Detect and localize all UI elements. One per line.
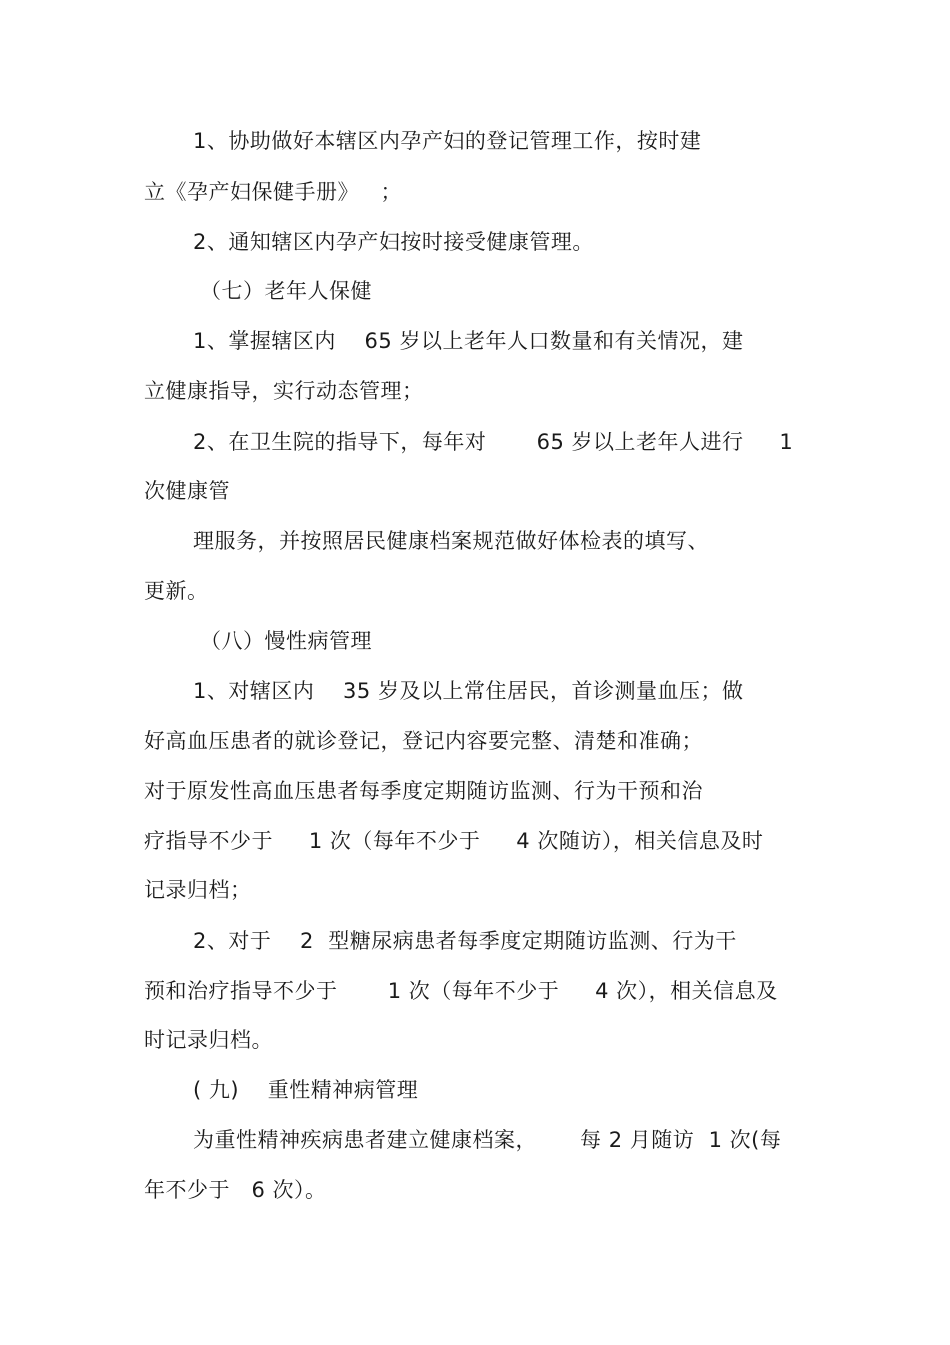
paragraph-line: 2、在卫生院的指导下，每年对 65 岁以上老年人进行 1 xyxy=(193,430,794,454)
paragraph-line: 疗指导不少于 1 次（每年不少于 4 次随访），相关信息及时 xyxy=(144,829,764,853)
paragraph-line: 次健康管 xyxy=(144,479,230,503)
paragraph-line: 2、通知辖区内孕产妇按时接受健康管理。 xyxy=(193,230,594,254)
paragraph-line: 为重性精神疾病患者建立健康档案， 每 2 月随访 1 次(每 xyxy=(193,1128,782,1152)
section-heading: （七）老年人保健 xyxy=(200,279,372,303)
section-heading: ( 九) 重性精神病管理 xyxy=(193,1078,419,1102)
paragraph-line: 好高血压患者的就诊登记，登记内容要完整、清楚和准确； xyxy=(144,729,703,753)
paragraph-line: 记录归档； xyxy=(144,878,252,902)
paragraph-line: 理服务，并按照居民健康档案规范做好体检表的填写、 xyxy=(193,529,709,553)
paragraph-line: 年不少于 6 次）。 xyxy=(144,1178,327,1202)
paragraph-line: 1、协助做好本辖区内孕产妇的登记管理工作，按时建 xyxy=(193,129,702,153)
paragraph-line: 更新。 xyxy=(144,579,209,603)
paragraph-line: 1、掌握辖区内 65 岁以上老年人口数量和有关情况，建 xyxy=(193,329,744,353)
paragraph-line: 2、对于 2 型糖尿病患者每季度定期随访监测、行为干 xyxy=(193,929,737,953)
section-heading: （八）慢性病管理 xyxy=(200,629,372,653)
paragraph-line: 立《孕产妇保健手册》 ； xyxy=(144,180,403,204)
paragraph-line: 预和治疗指导不少于 1 次（每年不少于 4 次），相关信息及 xyxy=(144,979,778,1003)
paragraph-line: 时记录归档。 xyxy=(144,1028,273,1052)
paragraph-line: 立健康指导，实行动态管理； xyxy=(144,379,424,403)
paragraph-line: 对于原发性高血压患者每季度定期随访监测、行为干预和治 xyxy=(144,779,703,803)
paragraph-line: 1、对辖区内 35 岁及以上常住居民，首诊测量血压；做 xyxy=(193,679,744,703)
